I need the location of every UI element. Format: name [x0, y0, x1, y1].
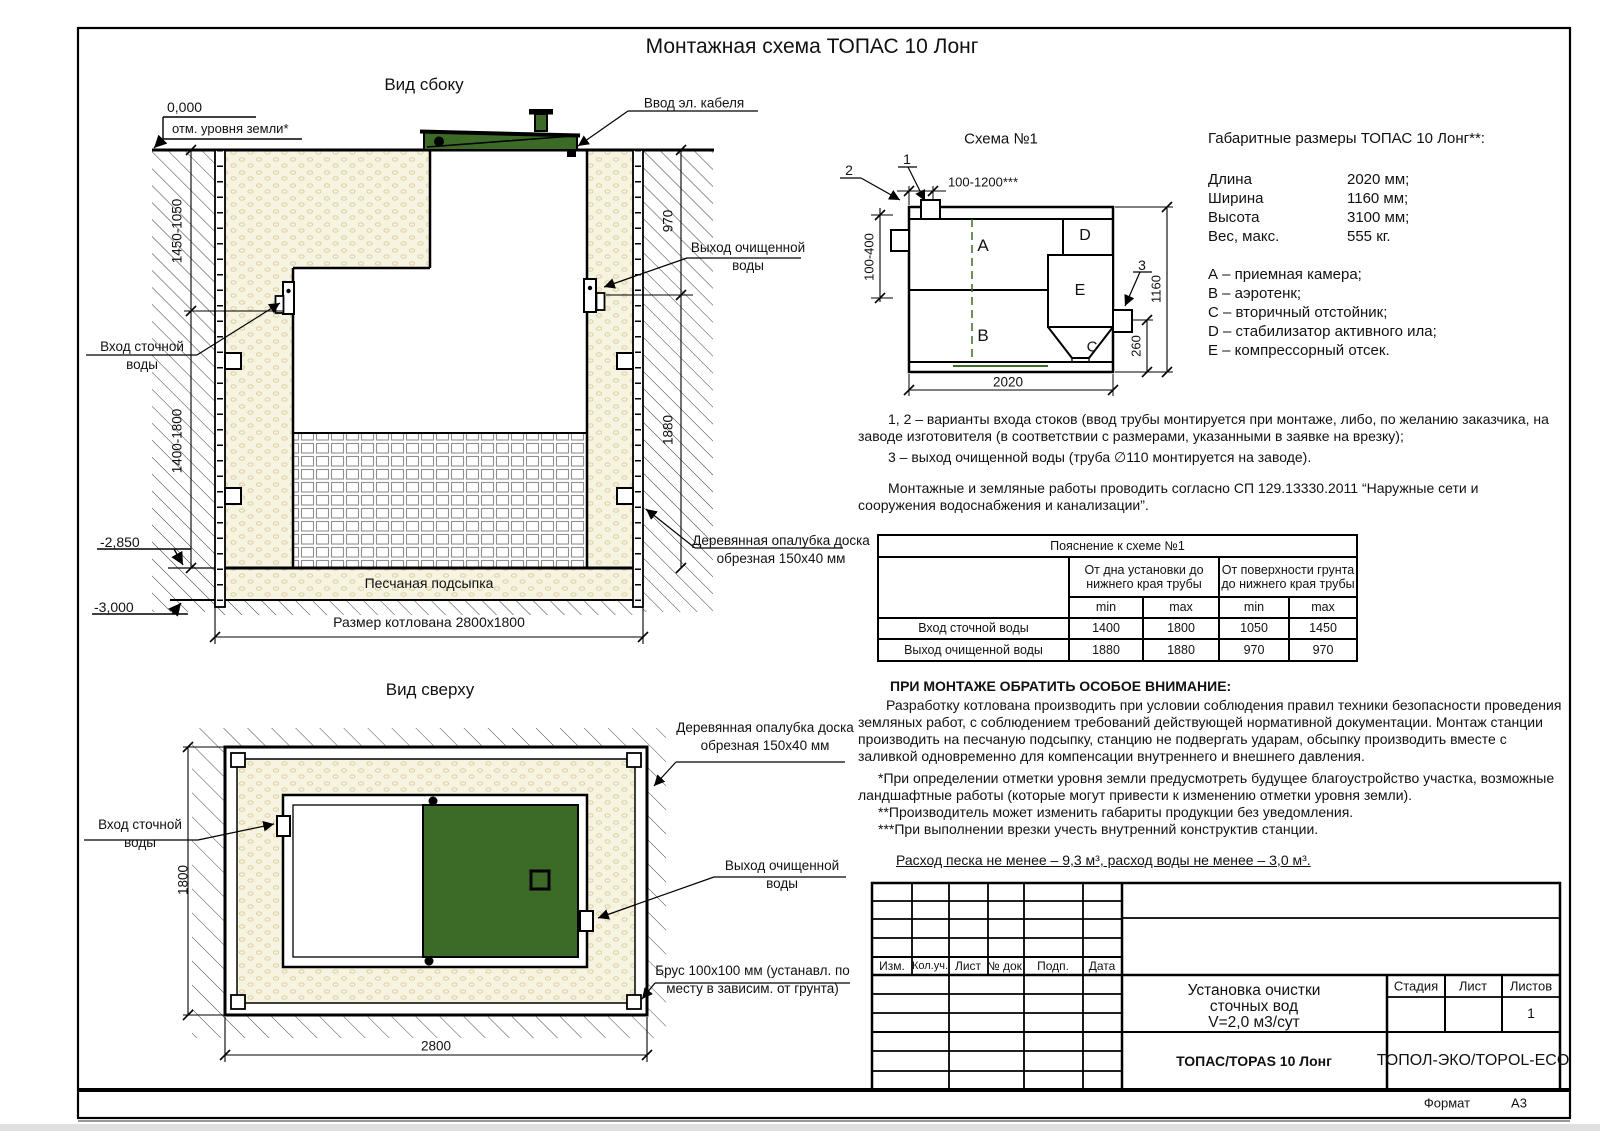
stamp-col-podp: Подп. [1037, 959, 1069, 973]
level-3000: -3,000 [94, 599, 134, 615]
dim-1880: 1880 [660, 414, 676, 446]
dim-2800: 2800 [420, 1038, 452, 1054]
format-value: А3 [1511, 1095, 1527, 1111]
doc-title-line1: Установка очистки [1187, 982, 1321, 999]
legend-item: Е – компрессорный отсек. [1208, 342, 1390, 359]
table-max: max [1289, 597, 1357, 618]
format-label: Формат [1423, 1095, 1471, 1111]
note-works: Монтажные и земляные работы проводить согласно СП 129.13330.2011 “Наружные сети и сооружения водоснабжения и канализации”. [858, 480, 1479, 514]
inlet-label-top: Вход сточной воды [98, 817, 182, 850]
cable-entry-point [567, 149, 576, 157]
stamp-sheets-label: Листов [1509, 978, 1553, 994]
spec-name: Высота [1208, 209, 1260, 226]
stamp-sheets-value: 1 [1527, 1005, 1535, 1021]
attention-title: ПРИ МОНТАЖЕ ОБРАТИТЬ ОСОБОЕ ВНИМАНИЕ: [890, 678, 1232, 694]
stamp-sheet-label: Лист [1458, 978, 1488, 994]
spec-value: 1160 мм; [1347, 190, 1409, 207]
inlet-pipe-top [277, 816, 290, 836]
ground-level-note: отм. уровня земли* [172, 121, 289, 136]
attention-note2: **Производитель может изменить габариты продукции без уведомления. [878, 804, 1354, 820]
spec-value: 3100 мм; [1347, 209, 1410, 226]
attention-note1: *При определении отметки уровня земли предусмотреть будущее благоустройство участка, возможные ландшафтные работы (которые могут привести к изменению отметки уровня земли). [858, 770, 1555, 804]
pit-size-label: Размер котлована 2800х1800 [333, 614, 525, 630]
table-row: Вход сточной воды 1400 1800 1050 1450 [878, 618, 1357, 639]
doc-title-line3: V=2,0 м3/сут [1208, 1014, 1300, 1031]
side-view-title: Вид сбоку [384, 75, 464, 94]
outlet-label-top: Выход очищенной воды [724, 858, 840, 891]
formwork-label-top: Деревянная опалубка доска обрезная 150х40 мм [676, 720, 854, 753]
level-2850: -2,850 [100, 534, 140, 550]
zero-mark: 0,000 [167, 99, 203, 115]
stamp-stage-label: Стадия [1393, 978, 1439, 994]
schema-title: Схема №1 [964, 130, 1038, 148]
soil-hatch-bottom [215, 600, 643, 615]
dim-1800: 1800 [175, 864, 191, 896]
explanation-table [877, 534, 1358, 662]
callout-1: 1 [903, 151, 911, 167]
spec-name: Вес, макс. [1208, 228, 1280, 245]
corner-beam [231, 995, 245, 1009]
compartment-e: E [1074, 282, 1086, 299]
legend-item: D – стабилизатор активного ила; [1208, 323, 1437, 340]
table-row: Выход очищенной воды 1880 1880 970 970 [878, 639, 1357, 661]
dim-1400-1800: 1400-1800 [169, 408, 185, 474]
inlet-label: Вход сточной воды [100, 339, 184, 372]
attention-para: Разработку котлована производить при условии соблюдения правил техники безопасности проведения земляных работ, с соблюдением требований действующей нормативной документации. Монтаж станции производить на песчаную подсыпку, станцию не подвергать ударам, обсыпку производить вместе с заливкой одновременно для компенсации внутреннего и внешнего давления. [858, 697, 1562, 765]
table-min: min [1069, 597, 1143, 618]
tank-lid [420, 109, 580, 157]
table-min: min [1219, 597, 1289, 618]
spec-name: Ширина [1208, 190, 1264, 207]
cable-entry-label: Ввод эл. кабеля [643, 95, 745, 111]
lid-vent [535, 114, 547, 131]
legend-item: А – приемная камера; [1208, 266, 1362, 283]
stamp-col-izm: Изм. [879, 959, 905, 973]
callout-3: 3 [1138, 257, 1146, 273]
formwork-label: Деревянная опалубка доска обрезная 150х40 мм [692, 533, 870, 566]
dim-970: 970 [660, 209, 676, 233]
legend-item: В – аэротенк; [1208, 285, 1302, 302]
top-view-drawing [84, 728, 850, 1062]
consumption-note: Расход песка не менее – 9,3 м³, расход воды не менее – 3,0 м³. [896, 852, 1311, 868]
table-corner-cell [878, 557, 1069, 618]
table-title: Пояснение к схеме №1 [878, 535, 1357, 557]
compartment-d: D [1079, 227, 1091, 244]
doc-title-line2: сточных вод [1209, 998, 1299, 1015]
legend-item: С – вторичный отстойник; [1208, 304, 1388, 321]
spec-name: Длина [1208, 171, 1252, 188]
dim-1160: 1160 [1148, 275, 1164, 303]
note-outlet: 3 – выход очищенной воды (труба ∅110 монтируется на заводе). [888, 449, 1312, 465]
callout-2: 2 [845, 162, 853, 178]
schema-drawing [840, 167, 1173, 396]
corner-beam [231, 753, 245, 767]
compartment-b: B [977, 326, 989, 345]
dim-100-400: 100-400 [861, 233, 877, 281]
stamp-col-koluch: Кол.уч. [911, 960, 949, 972]
dim-2020: 2020 [992, 374, 1024, 390]
stamp-product: ТОПАС/TOPAS 10 Лонг [1176, 1053, 1332, 1069]
table-group1: От дна установки до нижнего края трубы [1069, 557, 1219, 597]
table-group2: От поверхности грунта до нижнего края трубы [1219, 557, 1357, 597]
corner-beam [627, 995, 641, 1009]
note-variants: 1, 2 – варианты входа стоков (ввод трубы монтируется при монтаже, либо, по желанию заказчика, на заводе изготовителя (в соответствии с размерами, указанными в заявке на врезку); [858, 411, 1549, 445]
stamp-col-data: Дата [1088, 959, 1116, 973]
stamp-col-list: Лист [954, 959, 982, 973]
spec-value: 2020 мм; [1347, 171, 1410, 188]
dim-100-1200: 100-1200*** [947, 174, 1019, 190]
spec-value: 555 кг. [1347, 228, 1391, 245]
compartment-a: A [977, 236, 989, 255]
page-title: Монтажная схема ТОПАС 10 Лонг [645, 35, 979, 58]
table-max: max [1143, 597, 1219, 618]
tank-lid-top [423, 805, 578, 957]
stamp-col-ndok: № док. [986, 959, 1026, 973]
beam-label: Брус 100х100 мм (устанавл. по месту в зависим. от грунта) [655, 963, 850, 996]
formwork-right [633, 150, 643, 607]
corner-beam [627, 753, 641, 767]
outlet-label: Выход очищенной воды [690, 240, 806, 273]
tank-ribbed-base [293, 433, 587, 568]
formwork-left [215, 150, 225, 607]
top-view-title: Вид сверху [385, 680, 475, 699]
outlet-stub [1113, 310, 1132, 332]
dim-260: 260 [1128, 335, 1144, 357]
inlet-variant-2 [891, 230, 909, 251]
compartment-c: C [1086, 338, 1098, 356]
stamp-company: ТОПОЛ-ЭКО/TOPOL-ECO [1376, 1052, 1570, 1069]
specs-title: Габаритные размеры ТОПАС 10 Лонг**: [1208, 130, 1485, 147]
inlet-variant-1 [921, 200, 940, 219]
attention-note3: ***При выполнении врезки учесть внутренний конструктив станции. [878, 821, 1319, 837]
sand-bed-label: Песчаная подсыпка [364, 575, 494, 591]
dim-1450-1050: 1450-1050 [169, 198, 185, 264]
outlet-pipe-top [580, 911, 593, 931]
